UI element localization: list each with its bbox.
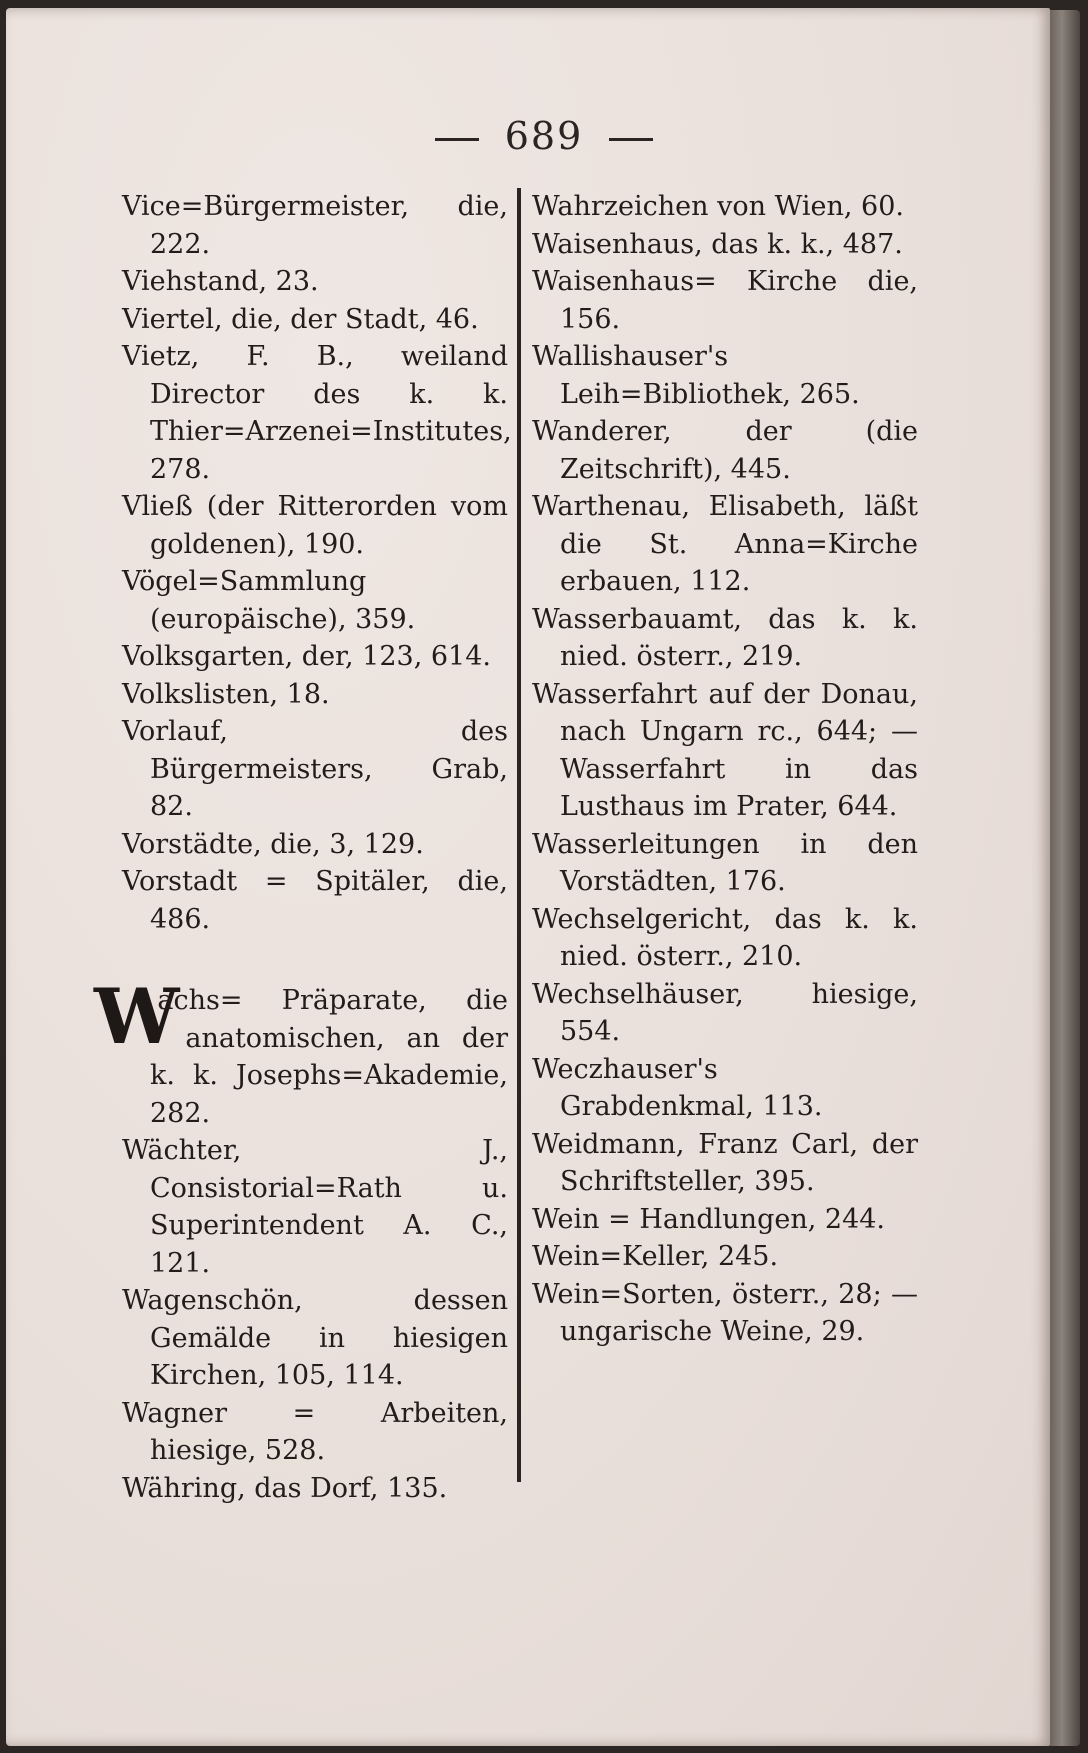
index-entry: Wanderer, der (die Zeitschrift), 445.: [532, 416, 918, 485]
index-entry: Viertel, die, der Stadt, 46.: [122, 303, 479, 335]
index-entry: Volksgarten, der, 123, 614.: [122, 641, 491, 672]
section-gap: [122, 938, 508, 982]
index-entry: Vließ (der Ritterorden vom goldenen), 190.: [122, 491, 508, 560]
index-entry-text: achs= Präparate, die anatomischen, an der k. k. Josephs=Akademie, 282.: [150, 985, 508, 1129]
index-entry: Vorstädte, die, 3, 129.: [122, 828, 424, 860]
column-divider: [517, 188, 521, 1482]
index-entry: Währing, das Dorf, 135.: [122, 1472, 448, 1504]
index-entry: Wallishauser's Leih=Bibliothek, 265.: [532, 341, 860, 410]
index-entry: Wein=Keller, 245.: [532, 1241, 779, 1272]
index-entry: Weczhauser's Grabdenkmal, 113.: [532, 1053, 823, 1122]
page-header: [0, 114, 1088, 158]
index-entry: Vorstadt = Spitäler, die, 486.: [122, 866, 508, 935]
index-entry: Wechselgericht, das k. k. nied. österr., 210.: [532, 903, 918, 972]
right-column: [532, 188, 918, 1351]
index-entry: Wasserfahrt auf der Donau, nach Ungarn rc., 644; — Wasserfahrt in das Lusthaus im Prater, 644.: [532, 678, 918, 822]
index-entry: Waisenhaus, das k. k., 487.: [532, 228, 903, 260]
index-entry: Volkslisten, 18.: [122, 678, 330, 710]
header-dash-right: [609, 138, 653, 141]
index-entry: Wasserleitungen in den Vorstädten, 176.: [532, 828, 918, 897]
index-entry: Viehstand, 23.: [122, 266, 319, 297]
page-edge: [1050, 10, 1080, 1746]
index-entry: Waisenhaus= Kirche die, 156.: [532, 266, 918, 335]
header-dash-left: [435, 138, 479, 141]
index-entry: Wagner = Arbeiten, hiesige, 528.: [122, 1397, 508, 1466]
index-entry: Vietz, F. B., weiland Director des k. k. Thier=Arzenei=Institutes, 278.: [122, 341, 512, 485]
index-entry: Vögel=Sammlung (europäische), 359.: [122, 566, 416, 635]
index-entry: Warthenau, Elisabeth, läßt die St. Anna=Kirche erbauen, 112.: [532, 491, 918, 597]
index-entry: Vorlauf, des Bürgermeisters, Grab, 82.: [122, 716, 508, 822]
left-column: [94, 188, 512, 1507]
index-entry: Wein = Handlungen, 244.: [532, 1203, 886, 1235]
index-entry-section-start: [94, 972, 508, 1132]
drop-cap-letter: W: [94, 972, 180, 1061]
index-entry: Wein=Sorten, österr., 28; — ungarische Weine, 29.: [532, 1278, 918, 1347]
index-entry: Wechselhäuser, hiesige, 554.: [532, 978, 918, 1047]
index-entry: Vice=Bürgermeister, die, 222.: [122, 191, 508, 260]
index-entry: Wächter, J., Consistorial=Rath u. Superintendent A. C., 121.: [122, 1135, 508, 1279]
index-entry: Wasserbauamt, das k. k. nied. österr., 219.: [532, 603, 918, 672]
index-entry: Weidmann, Franz Carl, der Schriftsteller, 395.: [532, 1128, 918, 1197]
page-number: 689: [504, 114, 584, 158]
index-entry: Wagenschön, dessen Gemälde in hiesigen Kirchen, 105, 114.: [122, 1285, 508, 1391]
index-entry: Wahrzeichen von Wien, 60.: [532, 191, 904, 222]
